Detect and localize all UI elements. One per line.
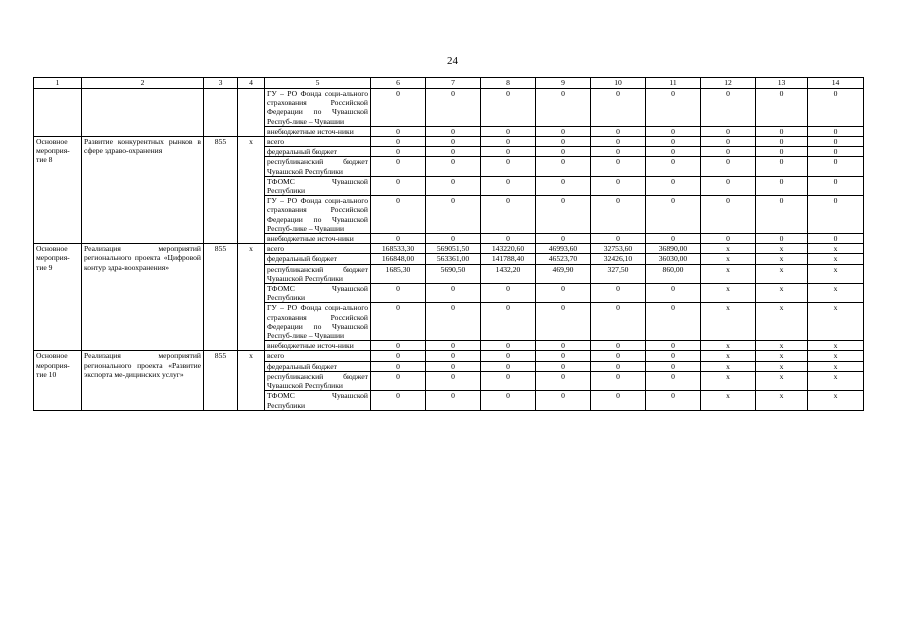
value-cell: 0 — [591, 371, 646, 390]
value-cell: 0 — [371, 303, 426, 341]
value-cell: 0 — [756, 196, 808, 234]
column-number-cell: 11 — [646, 78, 701, 89]
value-cell: 0 — [371, 351, 426, 361]
value-cell: х — [808, 284, 864, 303]
value-cell: 0 — [646, 196, 701, 234]
value-cell: х — [808, 361, 864, 371]
column-number-cell: 6 — [371, 78, 426, 89]
value-cell: 0 — [536, 137, 591, 147]
column-number-cell: 10 — [591, 78, 646, 89]
value-cell: 0 — [646, 147, 701, 157]
value-cell: х — [701, 341, 756, 351]
value-cell: 0 — [591, 284, 646, 303]
value-cell: 0 — [536, 126, 591, 136]
value-cell: х — [756, 371, 808, 390]
value-cell: х — [808, 244, 864, 254]
table-row — [34, 244, 864, 254]
value-cell: 0 — [371, 196, 426, 234]
value-cell: 0 — [481, 303, 536, 341]
value-cell: 166848,00 — [371, 254, 426, 264]
value-cell: 0 — [426, 371, 481, 390]
value-cell: 46993,60 — [536, 244, 591, 254]
funding-source-cell: ГУ – РО Фонда соци-ального страхования Российской Федерации по Чувашской Респуб-лике – Чувашии — [265, 89, 371, 127]
value-cell: 0 — [701, 126, 756, 136]
value-cell: х — [808, 391, 864, 410]
funding-source-cell: внебюджетные источ-ники — [265, 341, 371, 351]
value-cell: 0 — [481, 176, 536, 195]
value-cell: х — [701, 351, 756, 361]
value-cell: 32426,10 — [591, 254, 646, 264]
value-cell: 0 — [756, 147, 808, 157]
value-cell: 0 — [371, 284, 426, 303]
value-cell: 0 — [371, 137, 426, 147]
value-cell: 0 — [646, 176, 701, 195]
value-cell: 0 — [591, 234, 646, 244]
value-cell: х — [701, 264, 756, 283]
value-cell: 0 — [756, 137, 808, 147]
value-cell: х — [808, 371, 864, 390]
value-cell: х — [756, 351, 808, 361]
value-cell: 0 — [426, 89, 481, 127]
value-cell: х — [756, 391, 808, 410]
value-cell: 0 — [646, 351, 701, 361]
value-cell: 0 — [371, 89, 426, 127]
column-number-cell: 4 — [238, 78, 265, 89]
value-cell: 0 — [426, 351, 481, 361]
activity-description-cell: Реализация мероприятий регионального проекта «Развитие экспорта ме-дицинских услуг» — [82, 351, 204, 410]
value-cell: х — [701, 391, 756, 410]
value-cell: 0 — [646, 137, 701, 147]
value-cell: х — [756, 341, 808, 351]
value-cell: 0 — [536, 303, 591, 341]
value-cell: 168533,30 — [371, 244, 426, 254]
value-cell: 0 — [481, 371, 536, 390]
value-cell: 143220,60 — [481, 244, 536, 254]
value-cell: 0 — [481, 126, 536, 136]
funding-source-cell: республиканский бюджет Чувашской Республики — [265, 157, 371, 176]
value-cell: 0 — [756, 234, 808, 244]
value-cell: 0 — [536, 89, 591, 127]
value-cell: 0 — [536, 371, 591, 390]
value-cell: 0 — [756, 176, 808, 195]
value-cell: 0 — [426, 341, 481, 351]
value-cell: 0 — [808, 234, 864, 244]
value-cell: 0 — [701, 234, 756, 244]
value-cell: 0 — [756, 89, 808, 127]
value-cell: х — [756, 361, 808, 371]
value-cell: 0 — [481, 147, 536, 157]
value-cell: 0 — [701, 89, 756, 127]
funding-source-cell: федеральный бюджет — [265, 147, 371, 157]
value-cell: х — [808, 341, 864, 351]
value-cell: 0 — [646, 284, 701, 303]
column-number-row — [34, 78, 864, 89]
value-cell: 0 — [371, 234, 426, 244]
code-cell: 855 — [204, 351, 238, 410]
value-cell: 469,90 — [536, 264, 591, 283]
mark-cell: х — [238, 244, 265, 351]
funding-source-cell: ТФОМС Чувашской Республики — [265, 176, 371, 195]
funding-source-cell: республиканский бюджет Чувашской Республики — [265, 264, 371, 283]
value-cell: х — [808, 254, 864, 264]
value-cell: 0 — [481, 361, 536, 371]
value-cell: 0 — [591, 157, 646, 176]
value-cell: 569051,50 — [426, 244, 481, 254]
value-cell: х — [808, 303, 864, 341]
activity-name-cell: Основное мероприя-тие 8 — [34, 137, 82, 244]
funding-source-cell: всего — [265, 351, 371, 361]
value-cell: 0 — [481, 391, 536, 410]
value-cell: 0 — [646, 303, 701, 341]
value-cell: 0 — [591, 351, 646, 361]
value-cell: 0 — [426, 284, 481, 303]
value-cell: 0 — [481, 196, 536, 234]
value-cell: 0 — [481, 284, 536, 303]
value-cell: 0 — [426, 196, 481, 234]
value-cell: х — [701, 303, 756, 341]
value-cell: 0 — [371, 341, 426, 351]
value-cell: 0 — [481, 234, 536, 244]
value-cell: 0 — [481, 89, 536, 127]
activity-name-cell: Основное мероприя-тие 9 — [34, 244, 82, 351]
page-number: 24 — [447, 55, 458, 67]
value-cell: 0 — [426, 126, 481, 136]
value-cell: 0 — [426, 176, 481, 195]
value-cell: 0 — [591, 341, 646, 351]
value-cell: 0 — [701, 196, 756, 234]
value-cell: х — [701, 361, 756, 371]
activity-name-cell — [34, 89, 82, 137]
value-cell: х — [808, 351, 864, 361]
value-cell: 0 — [808, 89, 864, 127]
activity-name-cell: Основное мероприя-тие 10 — [34, 351, 82, 410]
value-cell: 0 — [536, 157, 591, 176]
value-cell: 327,50 — [591, 264, 646, 283]
value-cell: 0 — [536, 176, 591, 195]
value-cell: х — [756, 244, 808, 254]
value-cell: 0 — [646, 89, 701, 127]
budget-table — [33, 77, 864, 411]
value-cell: 0 — [701, 176, 756, 195]
value-cell: 0 — [426, 234, 481, 244]
value-cell: 0 — [646, 126, 701, 136]
value-cell: 0 — [536, 391, 591, 410]
value-cell: 0 — [591, 89, 646, 127]
value-cell: 0 — [646, 391, 701, 410]
value-cell: 0 — [646, 341, 701, 351]
value-cell: 1685,30 — [371, 264, 426, 283]
value-cell: х — [808, 264, 864, 283]
value-cell: х — [756, 303, 808, 341]
value-cell: 0 — [426, 157, 481, 176]
value-cell: 0 — [426, 137, 481, 147]
column-number-cell: 5 — [265, 78, 371, 89]
table-row — [34, 351, 864, 361]
value-cell: х — [701, 284, 756, 303]
activity-description-cell: Развитие конкурентных рынков в сфере здраво-охранения — [82, 137, 204, 244]
value-cell: 0 — [591, 361, 646, 371]
value-cell: 0 — [481, 351, 536, 361]
value-cell: 0 — [426, 361, 481, 371]
value-cell: 0 — [808, 126, 864, 136]
column-number-cell: 14 — [808, 78, 864, 89]
value-cell: 0 — [591, 137, 646, 147]
activity-description-cell — [82, 89, 204, 137]
value-cell: 0 — [591, 147, 646, 157]
funding-source-cell: республиканский бюджет Чувашской Республики — [265, 371, 371, 390]
value-cell: 0 — [808, 196, 864, 234]
value-cell: х — [756, 254, 808, 264]
column-number-cell: 7 — [426, 78, 481, 89]
column-number-cell: 9 — [536, 78, 591, 89]
funding-source-cell: ГУ – РО Фонда соци-ального страхования Российской Федерации по Чувашской Респуб-лике – Чувашии — [265, 196, 371, 234]
column-number-cell: 2 — [82, 78, 204, 89]
value-cell: х — [756, 284, 808, 303]
value-cell: 563361,00 — [426, 254, 481, 264]
code-cell — [204, 89, 238, 137]
value-cell: 5690,50 — [426, 264, 481, 283]
value-cell: 0 — [371, 391, 426, 410]
table-row — [34, 137, 864, 147]
funding-source-cell: федеральный бюджет — [265, 361, 371, 371]
value-cell: 0 — [481, 137, 536, 147]
funding-source-cell: федеральный бюджет — [265, 254, 371, 264]
value-cell: 0 — [646, 361, 701, 371]
value-cell: 0 — [808, 147, 864, 157]
column-number-cell: 3 — [204, 78, 238, 89]
value-cell: 0 — [371, 371, 426, 390]
value-cell: 0 — [371, 361, 426, 371]
value-cell: 0 — [481, 341, 536, 351]
value-cell: 0 — [536, 234, 591, 244]
value-cell: 0 — [371, 176, 426, 195]
value-cell: 0 — [536, 284, 591, 303]
code-cell: 855 — [204, 244, 238, 351]
value-cell: 0 — [701, 157, 756, 176]
value-cell: 0 — [756, 126, 808, 136]
column-number-cell: 12 — [701, 78, 756, 89]
value-cell: 46523,70 — [536, 254, 591, 264]
column-number-cell: 8 — [481, 78, 536, 89]
activity-description-cell: Реализация мероприятий регионального проекта «Цифровой контур здра-воохранения» — [82, 244, 204, 351]
value-cell: 32753,60 — [591, 244, 646, 254]
funding-source-cell: внебюджетные источ-ники — [265, 126, 371, 136]
value-cell: 0 — [646, 371, 701, 390]
funding-source-cell: всего — [265, 244, 371, 254]
funding-source-cell: всего — [265, 137, 371, 147]
value-cell: 0 — [808, 137, 864, 147]
funding-source-cell: внебюджетные источ-ники — [265, 234, 371, 244]
value-cell: 0 — [536, 196, 591, 234]
value-cell: 0 — [591, 391, 646, 410]
value-cell: 0 — [371, 157, 426, 176]
value-cell: 36030,00 — [646, 254, 701, 264]
table-row — [34, 89, 864, 127]
value-cell: 0 — [646, 157, 701, 176]
value-cell: 141788,40 — [481, 254, 536, 264]
column-number-cell: 1 — [34, 78, 82, 89]
value-cell: х — [756, 264, 808, 283]
funding-source-cell: ГУ – РО Фонда соци-ального страхования Российской Федерации по Чувашской Респуб-лике – Чувашии — [265, 303, 371, 341]
value-cell: 0 — [701, 147, 756, 157]
value-cell: 0 — [808, 176, 864, 195]
mark-cell: х — [238, 351, 265, 410]
value-cell: 0 — [591, 176, 646, 195]
value-cell: 0 — [536, 351, 591, 361]
value-cell: 1432,20 — [481, 264, 536, 283]
value-cell: 860,00 — [646, 264, 701, 283]
value-cell: 0 — [426, 147, 481, 157]
value-cell: 0 — [591, 303, 646, 341]
funding-source-cell: ТФОМС Чувашской Республики — [265, 284, 371, 303]
value-cell: 0 — [756, 157, 808, 176]
value-cell: 0 — [591, 196, 646, 234]
mark-cell: х — [238, 137, 265, 244]
value-cell: 0 — [426, 303, 481, 341]
value-cell: х — [701, 254, 756, 264]
value-cell: 0 — [646, 234, 701, 244]
value-cell: 0 — [536, 147, 591, 157]
funding-source-cell: ТФОМС Чувашской Республики — [265, 391, 371, 410]
code-cell: 855 — [204, 137, 238, 244]
value-cell: 0 — [481, 157, 536, 176]
value-cell: х — [701, 371, 756, 390]
value-cell: 0 — [536, 341, 591, 351]
value-cell: 0 — [426, 391, 481, 410]
value-cell: 0 — [808, 157, 864, 176]
value-cell: х — [701, 244, 756, 254]
value-cell: 0 — [701, 137, 756, 147]
mark-cell — [238, 89, 265, 137]
column-number-cell: 13 — [756, 78, 808, 89]
value-cell: 0 — [536, 361, 591, 371]
value-cell: 0 — [371, 147, 426, 157]
value-cell: 0 — [591, 126, 646, 136]
value-cell: 36890,00 — [646, 244, 701, 254]
value-cell: 0 — [371, 126, 426, 136]
